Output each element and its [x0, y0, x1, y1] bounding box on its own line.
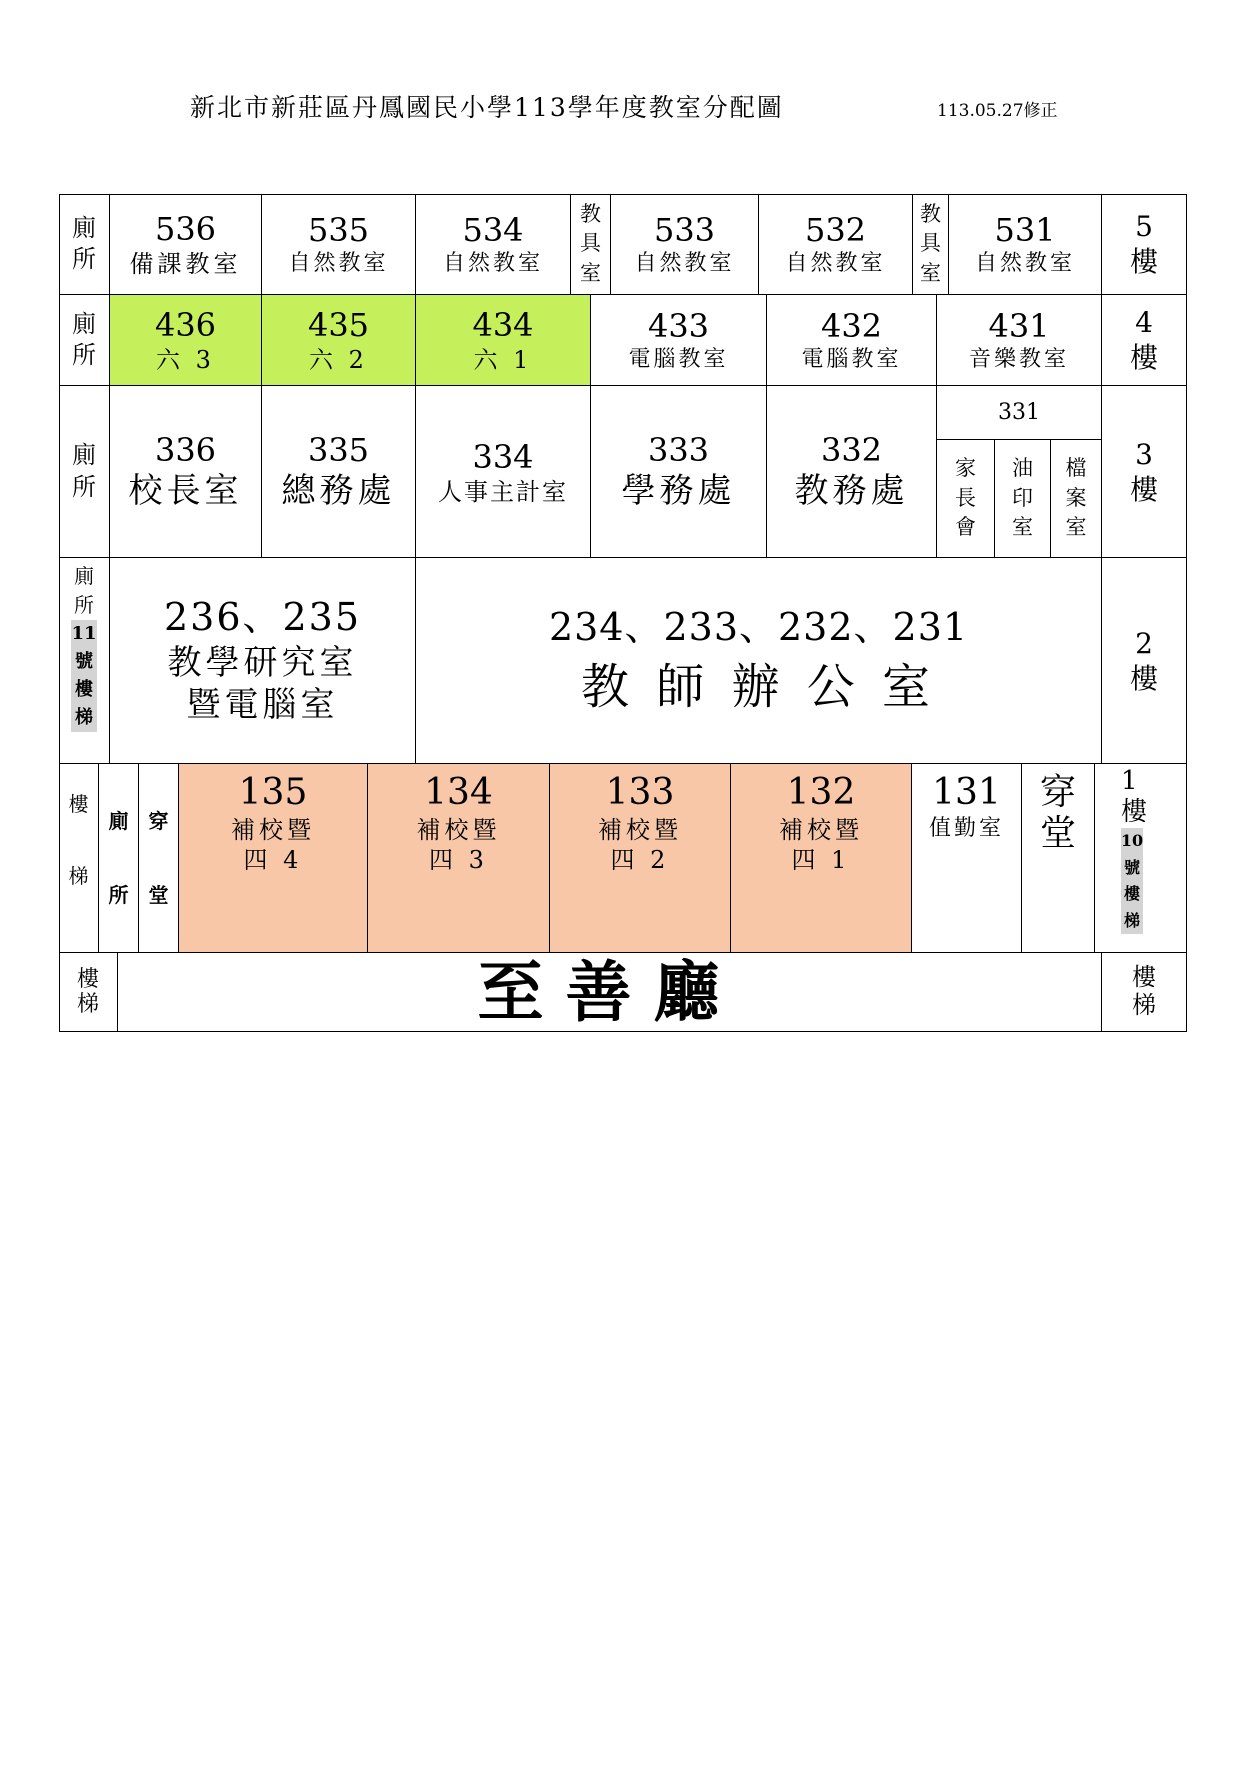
room-532: 532 自然教室	[759, 194, 913, 295]
room-131: 131 值勤室	[912, 764, 1022, 953]
stair-10-tag: 10 號 樓 梯	[1121, 828, 1143, 934]
stair-11-tag: 11 號 樓 梯	[71, 620, 97, 732]
floor-label-3: 3 樓	[1102, 386, 1187, 558]
toilet-4f: 廁 所	[59, 295, 110, 386]
room-332: 332 教務處	[767, 386, 937, 558]
room-331-parents-association: 家 長 會	[937, 440, 995, 558]
room-433: 433 電腦教室	[591, 295, 767, 386]
room-436: 436 六 3	[110, 295, 262, 386]
floor-label-1: 1 樓 10 號 樓 梯	[1095, 764, 1187, 953]
floor-label-4: 4 樓	[1102, 295, 1187, 386]
room-236-235: 236、235 教學研究室 暨電腦室	[110, 558, 416, 764]
room-531: 531 自然教室	[949, 194, 1102, 295]
room-333: 333 學務處	[591, 386, 767, 558]
room-135: 135 補校暨 四 4	[179, 764, 368, 953]
room-331-archive-room: 檔 案 室	[1051, 440, 1102, 558]
room-336: 336 校長室	[110, 386, 262, 558]
room-534: 534 自然教室	[416, 194, 571, 295]
teachers-office-234-231: 234、233、232、231 教 師 辦 公 室	[416, 558, 1102, 764]
equipment-room-5f-b: 教 具 室	[913, 194, 949, 295]
equipment-room-5f-a: 教 具 室	[571, 194, 611, 295]
floor-label-2: 2 樓	[1102, 558, 1187, 764]
room-432: 432 電腦教室	[767, 295, 937, 386]
room-535: 535 自然教室	[262, 194, 416, 295]
toilet-3f: 廁 所	[59, 386, 110, 558]
room-435: 435 六 2	[262, 295, 416, 386]
floor-label-5: 5 樓	[1102, 194, 1187, 295]
revision-date: 113.05.27修正	[937, 101, 1058, 121]
toilet-1f: 廁 所	[99, 764, 139, 953]
room-331-header: 331	[937, 386, 1102, 440]
room-132: 132 補校暨 四 1	[731, 764, 912, 953]
stairs-ground-right: 樓 梯	[1102, 953, 1187, 1032]
room-133: 133 補校暨 四 2	[550, 764, 731, 953]
toilet-stair-2f: 廁 所 11 號 樓 梯	[59, 558, 110, 764]
page-header	[0, 88, 1257, 128]
passage-1f-left: 穿 堂	[139, 764, 179, 953]
room-431: 431 音樂教室	[937, 295, 1102, 386]
zhishan-hall: 至善廳	[118, 953, 1102, 1032]
toilet-5f: 廁 所	[59, 194, 110, 295]
room-331-printing-room: 油 印 室	[995, 440, 1051, 558]
passage-1f-right: 穿 堂	[1022, 764, 1095, 953]
room-533: 533 自然教室	[611, 194, 759, 295]
room-434: 434 六 1	[416, 295, 591, 386]
room-536: 536 備課教室	[110, 194, 262, 295]
room-334: 334 人事主計室	[416, 386, 591, 558]
room-134: 134 補校暨 四 3	[368, 764, 550, 953]
page-title: 新北市新莊區丹鳳國民小學113學年度教室分配圖	[190, 93, 784, 122]
stairs-1f-left: 樓 梯	[59, 764, 99, 953]
room-335: 335 總務處	[262, 386, 416, 558]
floor-plan-table	[59, 194, 1187, 1032]
stairs-ground-left: 樓 梯	[59, 953, 118, 1032]
